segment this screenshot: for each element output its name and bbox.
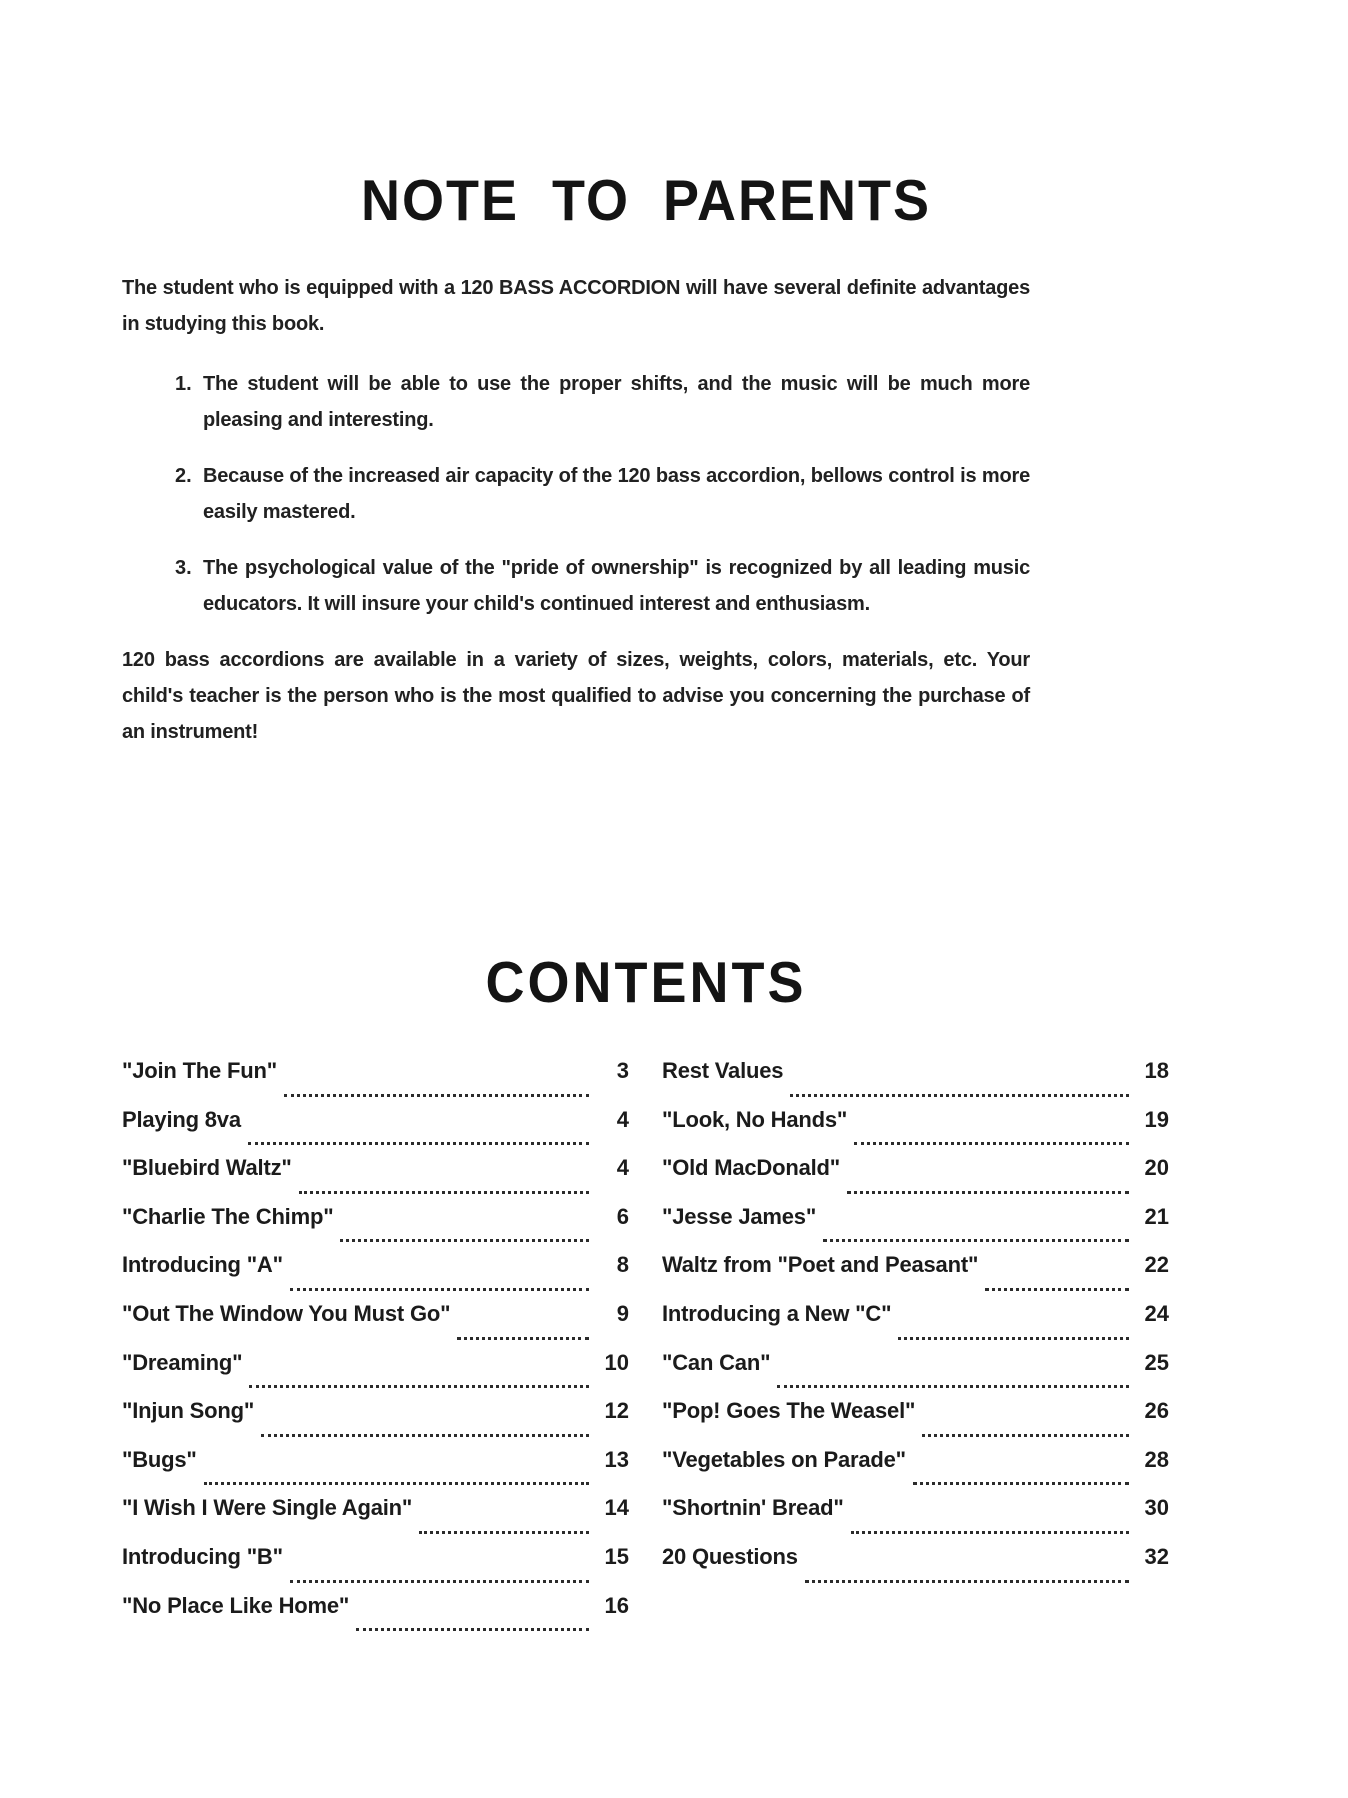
toc-entry-page-number: 30 — [1144, 1495, 1169, 1521]
toc-entry — [122, 1447, 629, 1496]
toc-entry-label: "Pop! Goes The Weasel" — [662, 1398, 916, 1424]
toc-entry — [122, 1544, 629, 1593]
toc-entry-label: "Old MacDonald" — [662, 1155, 840, 1181]
note-to-parents-title: NOTE TO PARENTS — [360, 169, 932, 233]
toc-entry-page-number: 32 — [1144, 1543, 1169, 1569]
toc-entry-label: Introducing "B" — [122, 1543, 283, 1569]
toc-entry-page-number: 15 — [604, 1543, 629, 1569]
toc-entry-page-number: 4 — [616, 1106, 629, 1132]
contents-list — [122, 1058, 1170, 1641]
dotted-leader — [922, 1434, 1129, 1437]
toc-entry-page-number: 3 — [616, 1058, 629, 1083]
dotted-leader — [299, 1191, 589, 1194]
dotted-leader — [777, 1385, 1129, 1388]
toc-entry-label: "Jesse James" — [662, 1203, 817, 1229]
dotted-leader — [340, 1239, 589, 1242]
contents-left-column — [122, 1058, 629, 1641]
toc-entry-label: "Look, No Hands" — [662, 1106, 848, 1132]
list-item-number: 2. — [175, 465, 192, 487]
toc-entry — [122, 1398, 629, 1447]
toc-entry — [662, 1155, 1169, 1204]
list-item-text: The psychological value of the "pride of ownership" is recognized by all leading music educators. It will insure your child's continued interest and enthusiasm. — [203, 557, 1030, 615]
contents-right-column — [662, 1058, 1169, 1641]
toc-entry-page-number: 9 — [616, 1300, 629, 1326]
toc-entry-page-number: 25 — [1144, 1349, 1169, 1375]
toc-entry-label: "Shortnin' Bread" — [662, 1495, 844, 1521]
dotted-leader — [790, 1094, 1129, 1097]
note-body — [122, 270, 1030, 750]
dotted-leader — [854, 1142, 1129, 1145]
toc-entry-page-number: 4 — [616, 1155, 629, 1181]
toc-entry-page-number: 12 — [604, 1398, 629, 1424]
toc-entry — [122, 1155, 629, 1204]
dotted-leader — [284, 1094, 589, 1097]
toc-entry-page-number: 6 — [616, 1203, 629, 1229]
dotted-leader — [913, 1482, 1129, 1485]
toc-entry-label: "Can Can" — [662, 1349, 771, 1375]
toc-entry-label: Playing 8va — [122, 1106, 241, 1132]
list-item-text: Because of the increased air capacity of the 120 bass accordion, bellows control is more easily mastered. — [203, 465, 1030, 523]
dotted-leader — [261, 1434, 589, 1437]
toc-entry-label: Introducing a New "C" — [662, 1300, 892, 1326]
dotted-leader — [805, 1580, 1129, 1583]
toc-entry — [122, 1204, 629, 1253]
dotted-leader — [898, 1337, 1129, 1340]
toc-entry-label: "Charlie The Chimp" — [122, 1203, 334, 1229]
toc-entry-label: Waltz from "Poet and Peasant" — [662, 1252, 979, 1278]
toc-entry — [662, 1398, 1169, 1447]
note-list-item — [122, 366, 1030, 438]
note-intro-paragraph: The student who is equipped with a 120 BASS ACCORDION will have several definite advantages in studying this book. — [122, 277, 1030, 335]
toc-entry — [662, 1447, 1169, 1496]
list-item-number: 3. — [175, 557, 192, 579]
toc-entry-page-number: 8 — [616, 1252, 629, 1278]
toc-entry-page-number: 19 — [1144, 1106, 1169, 1132]
dotted-leader — [290, 1288, 589, 1291]
toc-entry-label: "No Place Like Home" — [122, 1592, 350, 1618]
toc-entry-label: "Bluebird Waltz" — [122, 1155, 292, 1181]
toc-entry — [662, 1301, 1169, 1350]
note-closing-paragraph: 120 bass accordions are available in a variety of sizes, weights, colors, materials, etc. Your child's teacher is the person who is the most qualified to advise you concerning the purchase of an instrument! — [122, 649, 1030, 743]
toc-entry-label: "Dreaming" — [122, 1349, 243, 1375]
note-list-item — [122, 458, 1030, 530]
toc-entry — [122, 1593, 629, 1642]
note-numbered-list — [122, 366, 1030, 622]
toc-entry — [122, 1495, 629, 1544]
toc-entry-label: "Join The Fun" — [122, 1058, 277, 1083]
note-list-item — [122, 550, 1030, 622]
dotted-leader — [204, 1482, 589, 1485]
toc-entry-page-number: 14 — [604, 1495, 629, 1521]
toc-entry-label: "Bugs" — [122, 1446, 197, 1472]
toc-entry-label: "I Wish I Were Single Again" — [122, 1495, 413, 1521]
toc-entry — [662, 1495, 1169, 1544]
toc-entry — [122, 1252, 629, 1301]
toc-entry — [662, 1107, 1169, 1156]
dotted-leader — [985, 1288, 1129, 1291]
toc-entry — [662, 1058, 1169, 1107]
toc-entry-page-number: 26 — [1144, 1398, 1169, 1424]
toc-entry-page-number: 18 — [1144, 1058, 1169, 1083]
toc-entry-page-number: 28 — [1144, 1446, 1169, 1472]
toc-entry-label: "Vegetables on Parade" — [662, 1446, 906, 1472]
dotted-leader — [249, 1385, 589, 1388]
list-item-text: The student will be able to use the proper shifts, and the music will be much more pleasing and interesting. — [203, 373, 1030, 431]
toc-entry-page-number: 22 — [1144, 1252, 1169, 1278]
toc-entry-page-number: 24 — [1144, 1300, 1169, 1326]
list-item-number: 1. — [175, 373, 192, 395]
toc-entry-label: "Injun Song" — [122, 1398, 255, 1424]
toc-entry — [662, 1544, 1169, 1593]
toc-entry-page-number: 13 — [604, 1446, 629, 1472]
toc-entry-label: 20 Questions — [662, 1543, 798, 1569]
toc-entry — [662, 1350, 1169, 1399]
dotted-leader — [419, 1531, 589, 1534]
dotted-leader — [356, 1628, 589, 1631]
toc-entry — [122, 1107, 629, 1156]
toc-entry — [122, 1350, 629, 1399]
dotted-leader — [823, 1239, 1129, 1242]
toc-entry-label: Introducing "A" — [122, 1252, 283, 1278]
dotted-leader — [290, 1580, 589, 1583]
dotted-leader — [851, 1531, 1129, 1534]
dotted-leader — [457, 1337, 589, 1340]
dotted-leader — [248, 1142, 589, 1145]
toc-entry-page-number: 16 — [604, 1592, 629, 1618]
toc-entry — [122, 1058, 629, 1107]
toc-entry-page-number: 20 — [1144, 1155, 1169, 1181]
toc-entry-page-number: 21 — [1144, 1203, 1169, 1229]
toc-entry-page-number: 10 — [604, 1349, 629, 1375]
toc-entry-label: "Out The Window You Must Go" — [122, 1300, 451, 1326]
toc-entry — [662, 1204, 1169, 1253]
dotted-leader — [847, 1191, 1129, 1194]
toc-entry — [122, 1301, 629, 1350]
toc-entry-label: Rest Values — [662, 1058, 784, 1083]
toc-entry — [662, 1252, 1169, 1301]
contents-title: CONTENTS — [485, 951, 807, 1015]
